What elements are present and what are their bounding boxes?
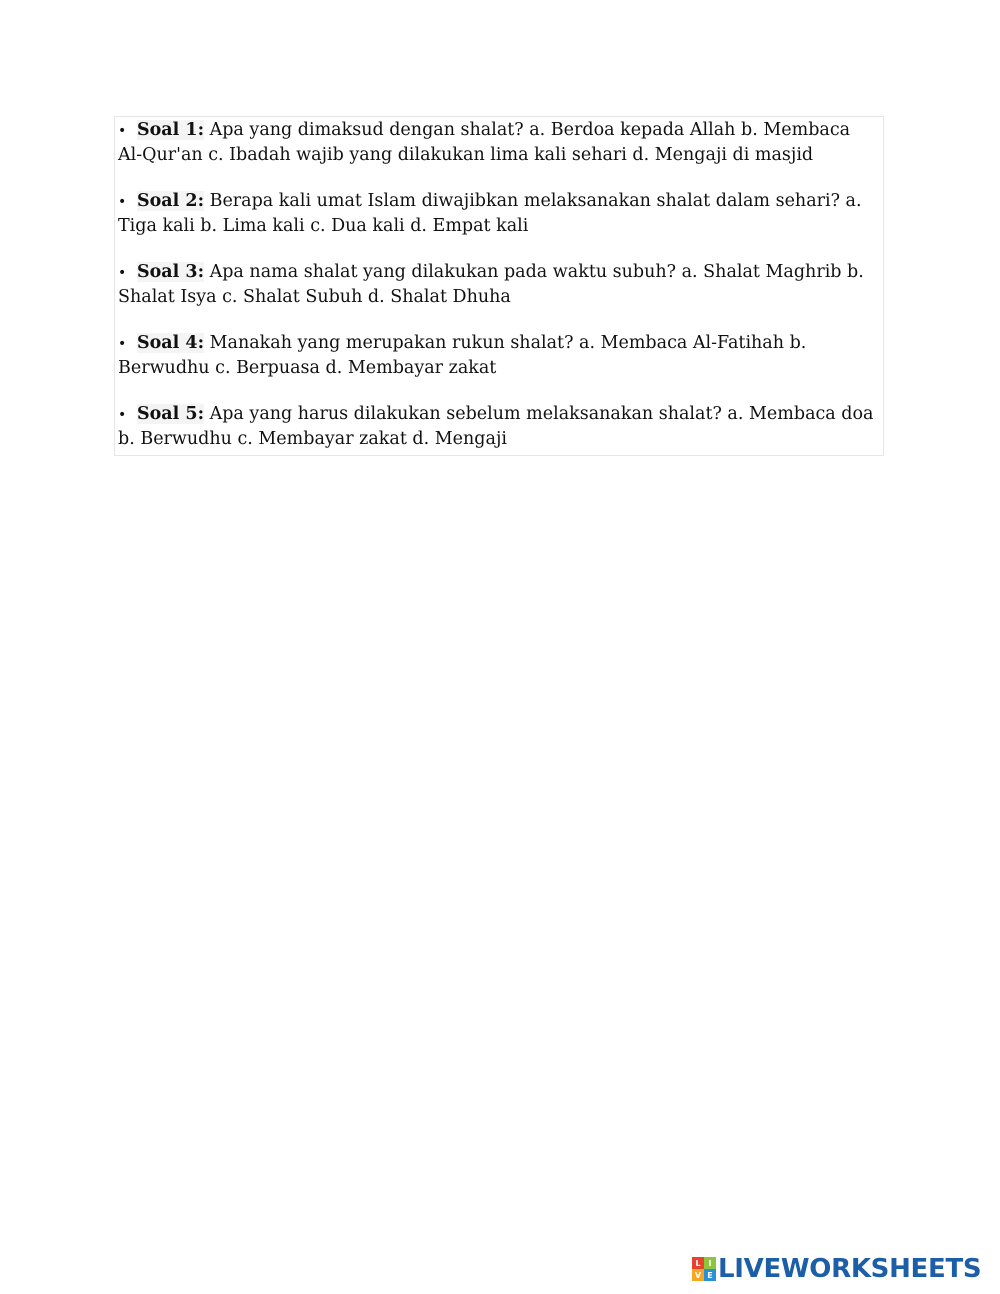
question-text: Apa nama shalat yang dilakukan pada waktu subuh? a. Shalat Maghrib b. Shalat Isya c. Shalat Subuh d. Shalat Dhuha <box>118 262 864 307</box>
question-text: Manakah yang merupakan rukun shalat? a. Membaca Al-Fatihah b. Berwudhu c. Berpuasa d. Membayar zakat <box>118 333 807 378</box>
live-logo-icon <box>692 1257 716 1281</box>
question-text: Apa yang dimaksud dengan shalat? a. Berdoa kepada Allah b. Membaca Al-Qur'an c. Ibadah wajib yang dilakukan lima kali sehari d. Mengaji di masjid <box>118 120 851 165</box>
bullet-icon: • <box>118 194 127 210</box>
question-text: Apa yang harus dilakukan sebelum melaksanakan shalat? a. Membaca doa b. Berwudhu c. Membayar zakat d. Mengaji <box>118 404 874 449</box>
question-item-4 <box>118 332 879 380</box>
question-label: Soal 1: <box>137 120 205 140</box>
bullet-icon: • <box>118 265 127 281</box>
logo-tile-v: V <box>692 1269 704 1281</box>
question-label: Soal 5: <box>137 404 205 424</box>
logo-text: LIVEWORKSHEETS <box>718 1254 982 1284</box>
liveworksheets-logo <box>692 1256 981 1282</box>
logo-tile-i: I <box>704 1257 716 1269</box>
question-text: Berapa kali umat Islam diwajibkan melaksanakan shalat dalam sehari? a. Tiga kali b. Lima kali c. Dua kali d. Empat kali <box>118 191 862 236</box>
bullet-icon: • <box>118 123 127 139</box>
question-item-3 <box>118 261 879 309</box>
question-item-1 <box>118 119 879 167</box>
question-list <box>114 116 884 456</box>
question-label: Soal 2: <box>137 191 205 211</box>
logo-tile-e: E <box>704 1269 716 1281</box>
logo-tile-l: L <box>692 1257 704 1269</box>
bullet-icon: • <box>118 336 127 352</box>
bullet-icon: • <box>118 407 127 423</box>
question-label: Soal 4: <box>137 333 205 353</box>
question-item-5 <box>118 403 879 451</box>
question-label: Soal 3: <box>137 262 205 282</box>
question-item-2 <box>118 190 879 238</box>
